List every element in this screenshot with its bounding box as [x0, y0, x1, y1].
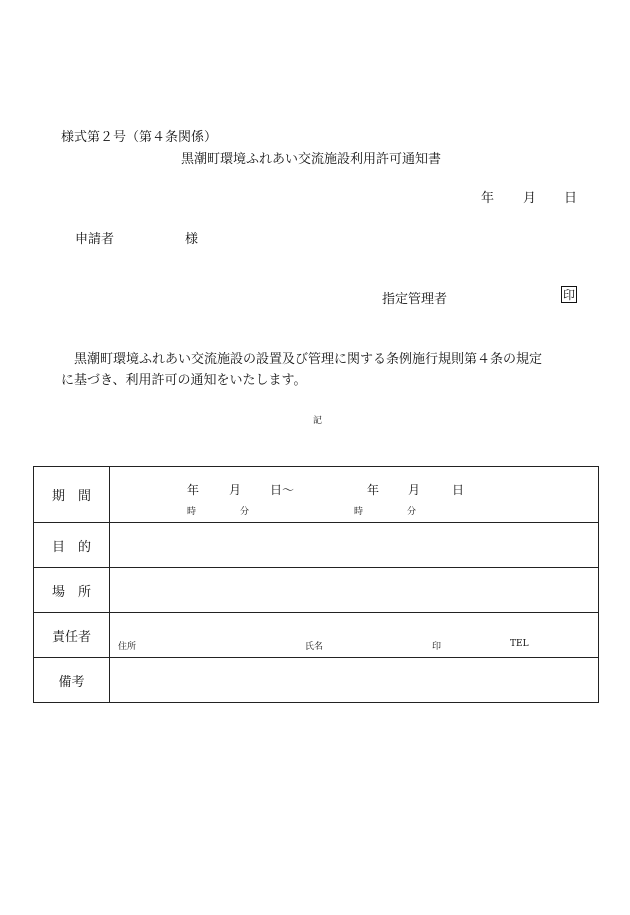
responsible-cell — [110, 613, 599, 658]
body-text-line-1: 黒潮町環境ふれあい交流施設の設置及び管理に関する条例施行規則第４条の規定 — [74, 352, 543, 367]
responsible-row — [34, 613, 599, 658]
period-end-hour: 時 — [354, 507, 364, 517]
remarks-label: 備考 — [34, 658, 110, 703]
ki-marker: 記 — [313, 416, 323, 426]
period-start-hour: 時 — [187, 507, 197, 517]
period-label: 期 間 — [34, 467, 110, 523]
place-cell — [110, 568, 599, 613]
purpose-cell — [110, 523, 599, 568]
date-year: 年 — [481, 191, 495, 206]
responsible-tel-label: TEL — [510, 639, 529, 649]
manager-label: 指定管理者 — [382, 292, 448, 307]
responsible-seal-label: 印 — [432, 642, 442, 652]
period-end-month: 月 — [408, 483, 421, 497]
period-end-minute: 分 — [407, 507, 417, 517]
form-number: 様式第２号（第４条関係） — [61, 130, 218, 145]
place-row — [34, 568, 599, 613]
period-cell — [110, 467, 599, 523]
remarks-row — [34, 658, 599, 703]
period-end-day: 日 — [452, 483, 465, 497]
period-start-day: 日〜 — [270, 483, 295, 497]
period-start-minute: 分 — [240, 507, 250, 517]
place-label: 場 所 — [34, 568, 110, 613]
purpose-row — [34, 523, 599, 568]
details-table — [33, 466, 599, 703]
purpose-label: 目 的 — [34, 523, 110, 568]
period-start-month: 月 — [229, 483, 242, 497]
date-day: 日 — [564, 191, 578, 206]
period-row — [34, 467, 599, 523]
date-month: 月 — [523, 191, 537, 206]
applicant-honorific: 様 — [185, 232, 199, 247]
applicant-label: 申請者 — [75, 232, 115, 247]
remarks-cell — [110, 658, 599, 703]
body-text-line-2: に基づき、利用許可の通知をいたします。 — [61, 373, 307, 388]
responsible-label: 責任者 — [34, 613, 110, 658]
responsible-name-label: 氏名 — [305, 642, 324, 652]
manager-seal-box: 印 — [562, 288, 575, 302]
document-title: 黒潮町環境ふれあい交流施設利用許可通知書 — [181, 152, 442, 167]
period-start-year: 年 — [187, 483, 200, 497]
period-end-year: 年 — [367, 483, 380, 497]
responsible-address-label: 住所 — [118, 642, 137, 652]
